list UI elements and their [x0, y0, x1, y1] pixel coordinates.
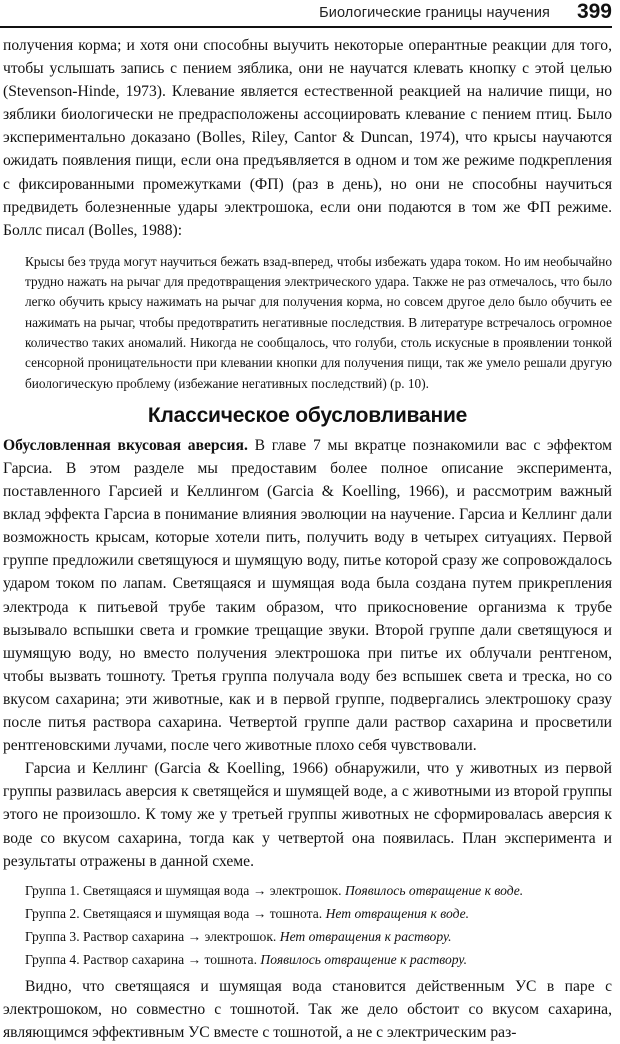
- paragraph-continued: получения корма; и хотя они способны выучить некоторые оперантные реакции для того, чтобы услышать запись с пением зяблика, они не научатся клевать кнопку с этой целью (Stevenson-Hinde, 1973). Клевание является естественной реакцией на наличие пищи, но зяблики биологически не предрасположены ассоциировать клевание с пением птиц. Было экспериментально доказано (Bolles, Riley, Cantor & Duncan, 1974), что крысы научаются ожидать появления пищи, если она предъявляется в одном и том же режиме подкрепления с фиксированными промежутками (ФП) (раз в день), но они не способны научиться предвидеть болезненные удары электрошока, если они подаются в том же ФП режиме. Боллс писал (Bolles, 1988):: [3, 37, 612, 239]
- page-number: 399: [576, 0, 612, 23]
- group-label: Группа 3. Раствор сахарина → электрошок.: [25, 928, 277, 944]
- page-body: [3, 34, 612, 1044]
- group-label: Группа 4. Раствор сахарина → тошнота.: [25, 951, 257, 967]
- group-item: [25, 925, 612, 948]
- paragraph-conclusion: Видно, что светящаяся и шумящая вода становится действенным УС в паре с электрошоком, но совместно с тошнотой. Так же дело обстоит со вкусом сахарина, являющимся эффективным УС вместе с тошнотой, а не с электрическим раз-: [3, 977, 612, 1041]
- group-list: [25, 879, 612, 971]
- group-label: Группа 1. Светящаяся и шумящая вода → электрошок.: [25, 882, 342, 898]
- section-heading: Классическое обусловливание: [147, 403, 468, 427]
- group-label: Группа 2. Светящаяся и шумящая вода → тошнота.: [25, 905, 323, 921]
- group-result: Появилось отвращение к воде.: [344, 882, 524, 898]
- paragraph-taste-aversion: [3, 434, 612, 757]
- paragraph-results: Гарсиа и Келлинг (Garcia & Koelling, 1966) обнаружили, что у животных из первой группы развилась аверсия к светящейся и шумящей воде, а с животными из второй группы этого не произошло. К тому же у третьей группы животных не сформировалась аверсия к воде со вкусом сахарина, тогда как у четвертой она появилась. План эксперимента и результаты отражены в данной схеме.: [3, 760, 612, 870]
- group-result: Нет отвращения к раствору.: [279, 928, 452, 944]
- header-rule: [0, 26, 612, 28]
- paragraph-text: В главе 7 мы вкратце познакомили вас с эффектом Гарсиа. В этом разделе мы предоставим более полное описание эксперимента, поставленного Гарсией и Келлингом (Garcia & Koelling, 1966), и рассмотрим важный вклад эффекта Гарсиа в понимание влияния эволюции на научение. Гарсиа и Келлинг дали возможность крысам, которые хотели пить, получить воду в четырех ситуациях. Первой группе предложили светящуюся и шумящую воду, питье которой сразу же сопровождалось ударом током по лапам. Светящаяся и шумящая вода была создана путем прикрепления электрода к питьевой трубе таким образом, что прикосновение организма к трубе вызывало вспышки света и громкие трещащие звуки. Второй группе дали светящуюся и шумящую воду, но вместо получения электрошока при питье их облучали рентгеном, чтобы вызвать тошноту. Третья группа получала воду без вспышек света и треска, но со вкусом сахарина; эти животные, как и в первой группе, подвергались электрошоку сразу после питья раствора сахарина. Четвертой группе дали раствор сахарина и просветили рентгеновскими лучами, после чего животные плохо себя чувствовали.: [3, 436, 612, 755]
- group-item: [25, 948, 612, 971]
- group-item: [25, 879, 612, 902]
- page-header: [0, 0, 620, 30]
- block-quote: Крысы без труда могут научиться бежать взад-вперед, чтобы избежать удара током. Но им необычайно трудно нажать на рычаг для предотвращения электрического удара. Также не раз отмечалось, что было легко обучить крысу нажимать на рычаг для получения корма, но совсем другое дело было обучить ее нажимать на рычаг, чтобы предотвратить негативные последствия. В литературе встречалось огромное количество таких аномалий. Никогда не сообщалось, что голуби, столь искусные в проявлении тонкой сенсорной проницательности при клевании кнопки для получения пищи, так же умело решали другую биологическую проблему (избежание негативных последствий) (р. 10).: [25, 253, 612, 391]
- group-result: Нет отвращения к воде.: [325, 905, 470, 921]
- paragraph-lead-in: Обусловленная вкусовая аверсия.: [3, 436, 248, 454]
- group-result: Появилось отвращение к раствору.: [260, 951, 467, 967]
- group-item: [25, 902, 612, 925]
- running-title: Биологические границы научения: [319, 5, 550, 21]
